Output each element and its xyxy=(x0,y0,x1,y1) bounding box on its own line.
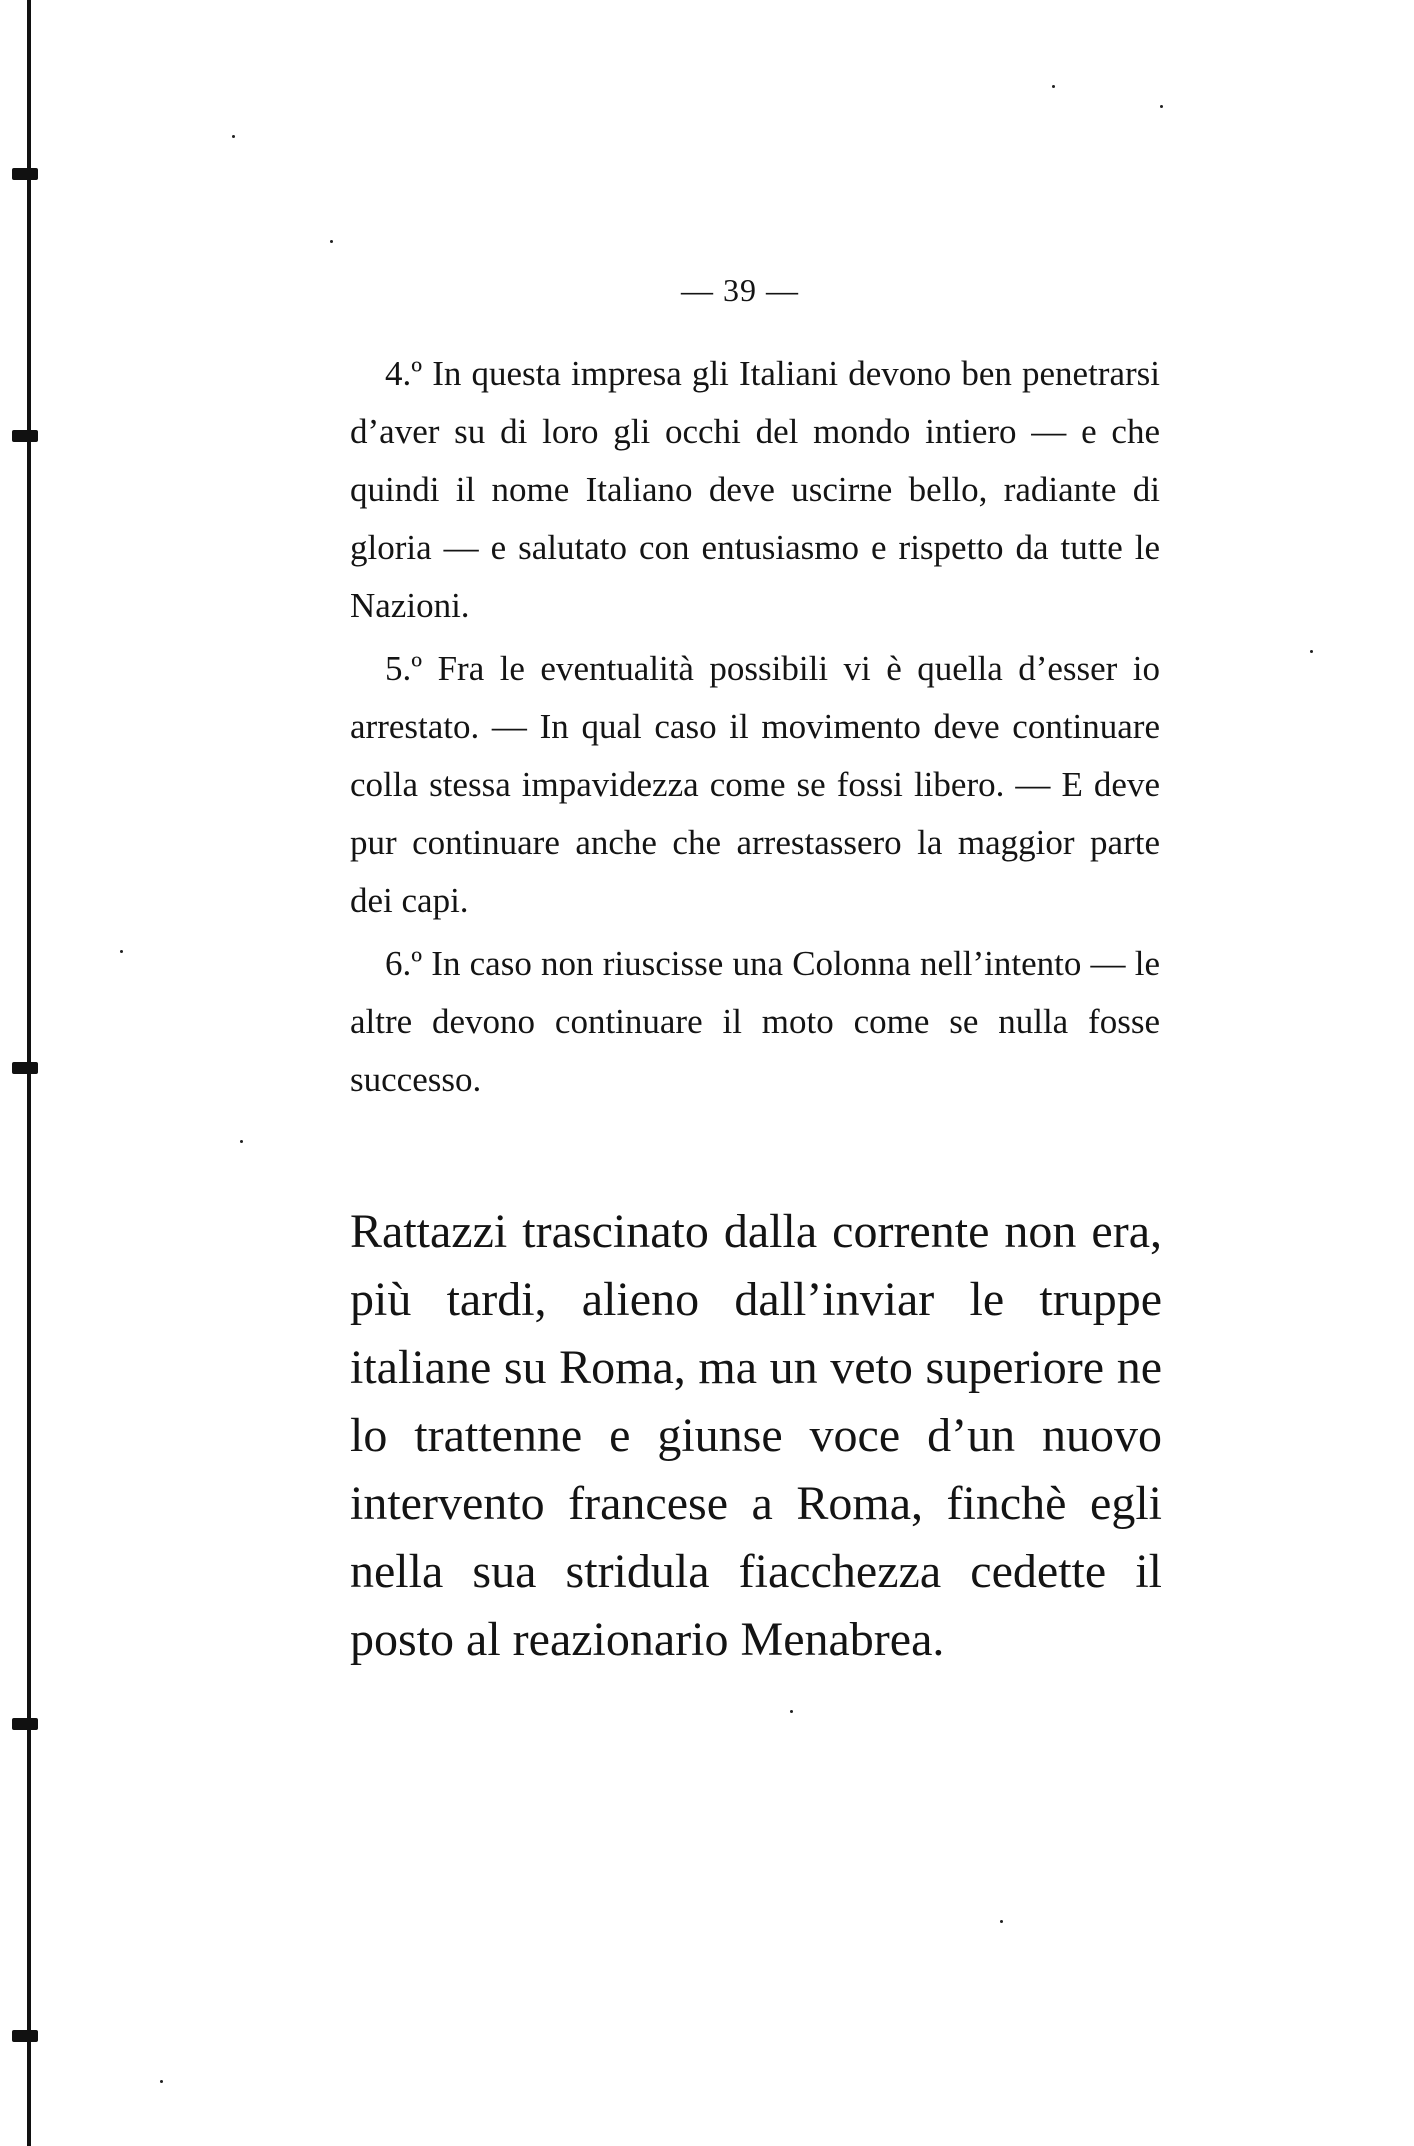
scan-speck xyxy=(1052,85,1055,88)
narrative-paragraph: Rattazzi trascinato dalla corrente non era, più tardi, alieno dall’inviar le truppe italiane su Roma, ma un veto superiore ne lo trattenne e giunse voce d’un nuovo intervento francese a Roma, finchè egli nella sua stridula fiacchezza cedette il posto al reazionario Menabrea. xyxy=(350,1205,1162,1666)
binding-mark xyxy=(12,2030,38,2042)
instruction-paragraph: 5.º Fra le eventualità possibili vi è quella d’esser io arrestato. — In qual caso il movimento deve continuare colla stessa impavidezza come se fossi libero. — E deve pur continuare anche che arrestassero la maggior parte dei capi. xyxy=(350,649,1160,920)
instruction-paragraph: 4.º In questa impresa gli Italiani devono ben penetrarsi d’aver su di loro gli occhi del mondo intiero — e che quindi il nome Italiano deve uscirne bello, radiante di gloria — e salutato con entusiasmo e rispetto da tutte le Nazioni. xyxy=(350,354,1160,625)
binding-mark xyxy=(12,1718,38,1730)
page-number: — 39 — xyxy=(681,272,799,308)
scan-speck xyxy=(160,2080,163,2083)
scan-speck xyxy=(240,1140,243,1143)
binding-mark xyxy=(12,168,38,180)
scan-speck xyxy=(120,950,123,953)
scan-speck xyxy=(330,240,333,243)
scan-speck xyxy=(1310,650,1313,653)
binding-mark xyxy=(12,430,38,442)
scan-speck xyxy=(790,1710,793,1713)
instruction-list xyxy=(350,345,1160,1114)
scan-speck xyxy=(1160,105,1163,108)
scan-speck xyxy=(232,135,235,138)
instruction-paragraph: 6.º In caso non riuscisse una Colonna nell’intento — le altre devono continuare il moto come se nulla fosse successo. xyxy=(350,944,1160,1099)
binding-mark xyxy=(12,1062,38,1074)
scan-speck xyxy=(1000,1920,1003,1923)
